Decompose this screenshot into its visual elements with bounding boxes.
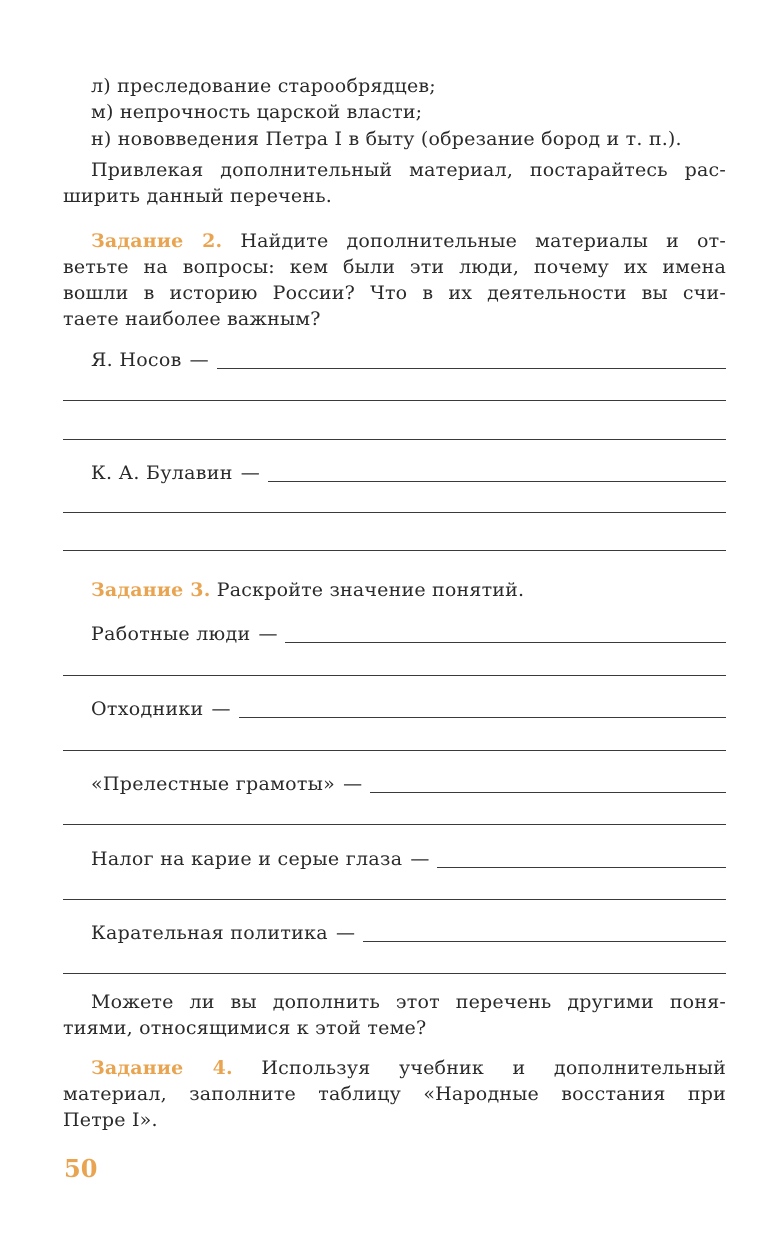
term-gramoty-row [91,771,726,797]
dash: — [335,922,355,944]
task2-line2: ветьте на вопросы: кем были эти люди, почему их имена [63,256,726,278]
person-bulavin-label: К. А. Булавин [91,462,233,484]
task2-line1 [91,228,726,254]
list-item-n: н) нововведения Петра I в быту (обрезание бород и т. п.). [91,128,682,150]
answer-line[interactable] [268,462,726,482]
answer-line[interactable] [63,400,726,401]
answer-line[interactable] [370,773,726,793]
answer-line[interactable] [63,550,726,551]
task3-question-line1: Можете ли вы дополнить этот перечень другими поня- [91,991,726,1013]
task4-line1 [91,1055,726,1081]
person-bulavin-row [91,460,726,486]
extra-paragraph-line2: ширить данный перечень. [63,185,332,207]
task3-line [91,577,524,603]
term-nalog-row [91,846,726,872]
answer-line[interactable] [63,439,726,440]
answer-line[interactable] [63,824,726,825]
list-item-m: м) непрочность царской власти; [91,101,423,123]
extra-paragraph-line1: Привлекая дополнительный материал, постарайтесь рас- [91,159,726,181]
dash: — [410,848,430,870]
answer-line[interactable] [239,698,726,718]
dash: — [343,773,363,795]
dash: — [189,349,209,371]
list-item-l: л) преследование старообрядцев; [91,75,436,97]
term-label: Карательная политика [91,922,328,944]
person-nosov-label: Я. Носов [91,349,182,371]
dash: — [240,462,260,484]
task2-line4: таете наиболее важным? [63,308,321,330]
dash: — [258,623,278,645]
term-label: «Прелестные грамоты» [91,773,336,795]
task2-text-line1: Найдите дополнительные материалы и от- [240,230,726,252]
person-nosov-row [91,347,726,373]
answer-line[interactable] [437,848,726,868]
dash: — [211,698,231,720]
term-rabotnye-row [91,621,726,647]
task2-line3: вошли в историю России? Что в их деятельности вы счи- [63,282,726,304]
task4-line3: Петре I». [63,1109,158,1131]
answer-line[interactable] [285,623,726,643]
page-number: 50 [64,1154,98,1183]
answer-line[interactable] [63,899,726,900]
answer-line[interactable] [63,675,726,676]
term-label: Работные люди [91,623,251,645]
task3-text: Раскройте значение понятий. [216,579,525,601]
term-otkhodniki-row [91,696,726,722]
term-label: Отходники [91,698,204,720]
term-karatelnaya-row [91,920,726,946]
task3-label: Задание 3. [91,579,211,601]
answer-line[interactable] [63,750,726,751]
task2-label: Задание 2. [91,230,223,252]
task4-text-line1: Используя учебник и дополнительный [261,1057,726,1079]
answer-line[interactable] [217,349,726,369]
task4-label: Задание 4. [91,1057,233,1079]
task3-question-line2: тиями, относящимися к этой теме? [63,1017,427,1039]
answer-line[interactable] [63,512,726,513]
task4-line2: материал, заполните таблицу «Народные восстания при [63,1083,726,1105]
answer-line[interactable] [363,922,726,942]
answer-line[interactable] [63,973,726,974]
term-label: Налог на карие и серые глаза [91,848,403,870]
